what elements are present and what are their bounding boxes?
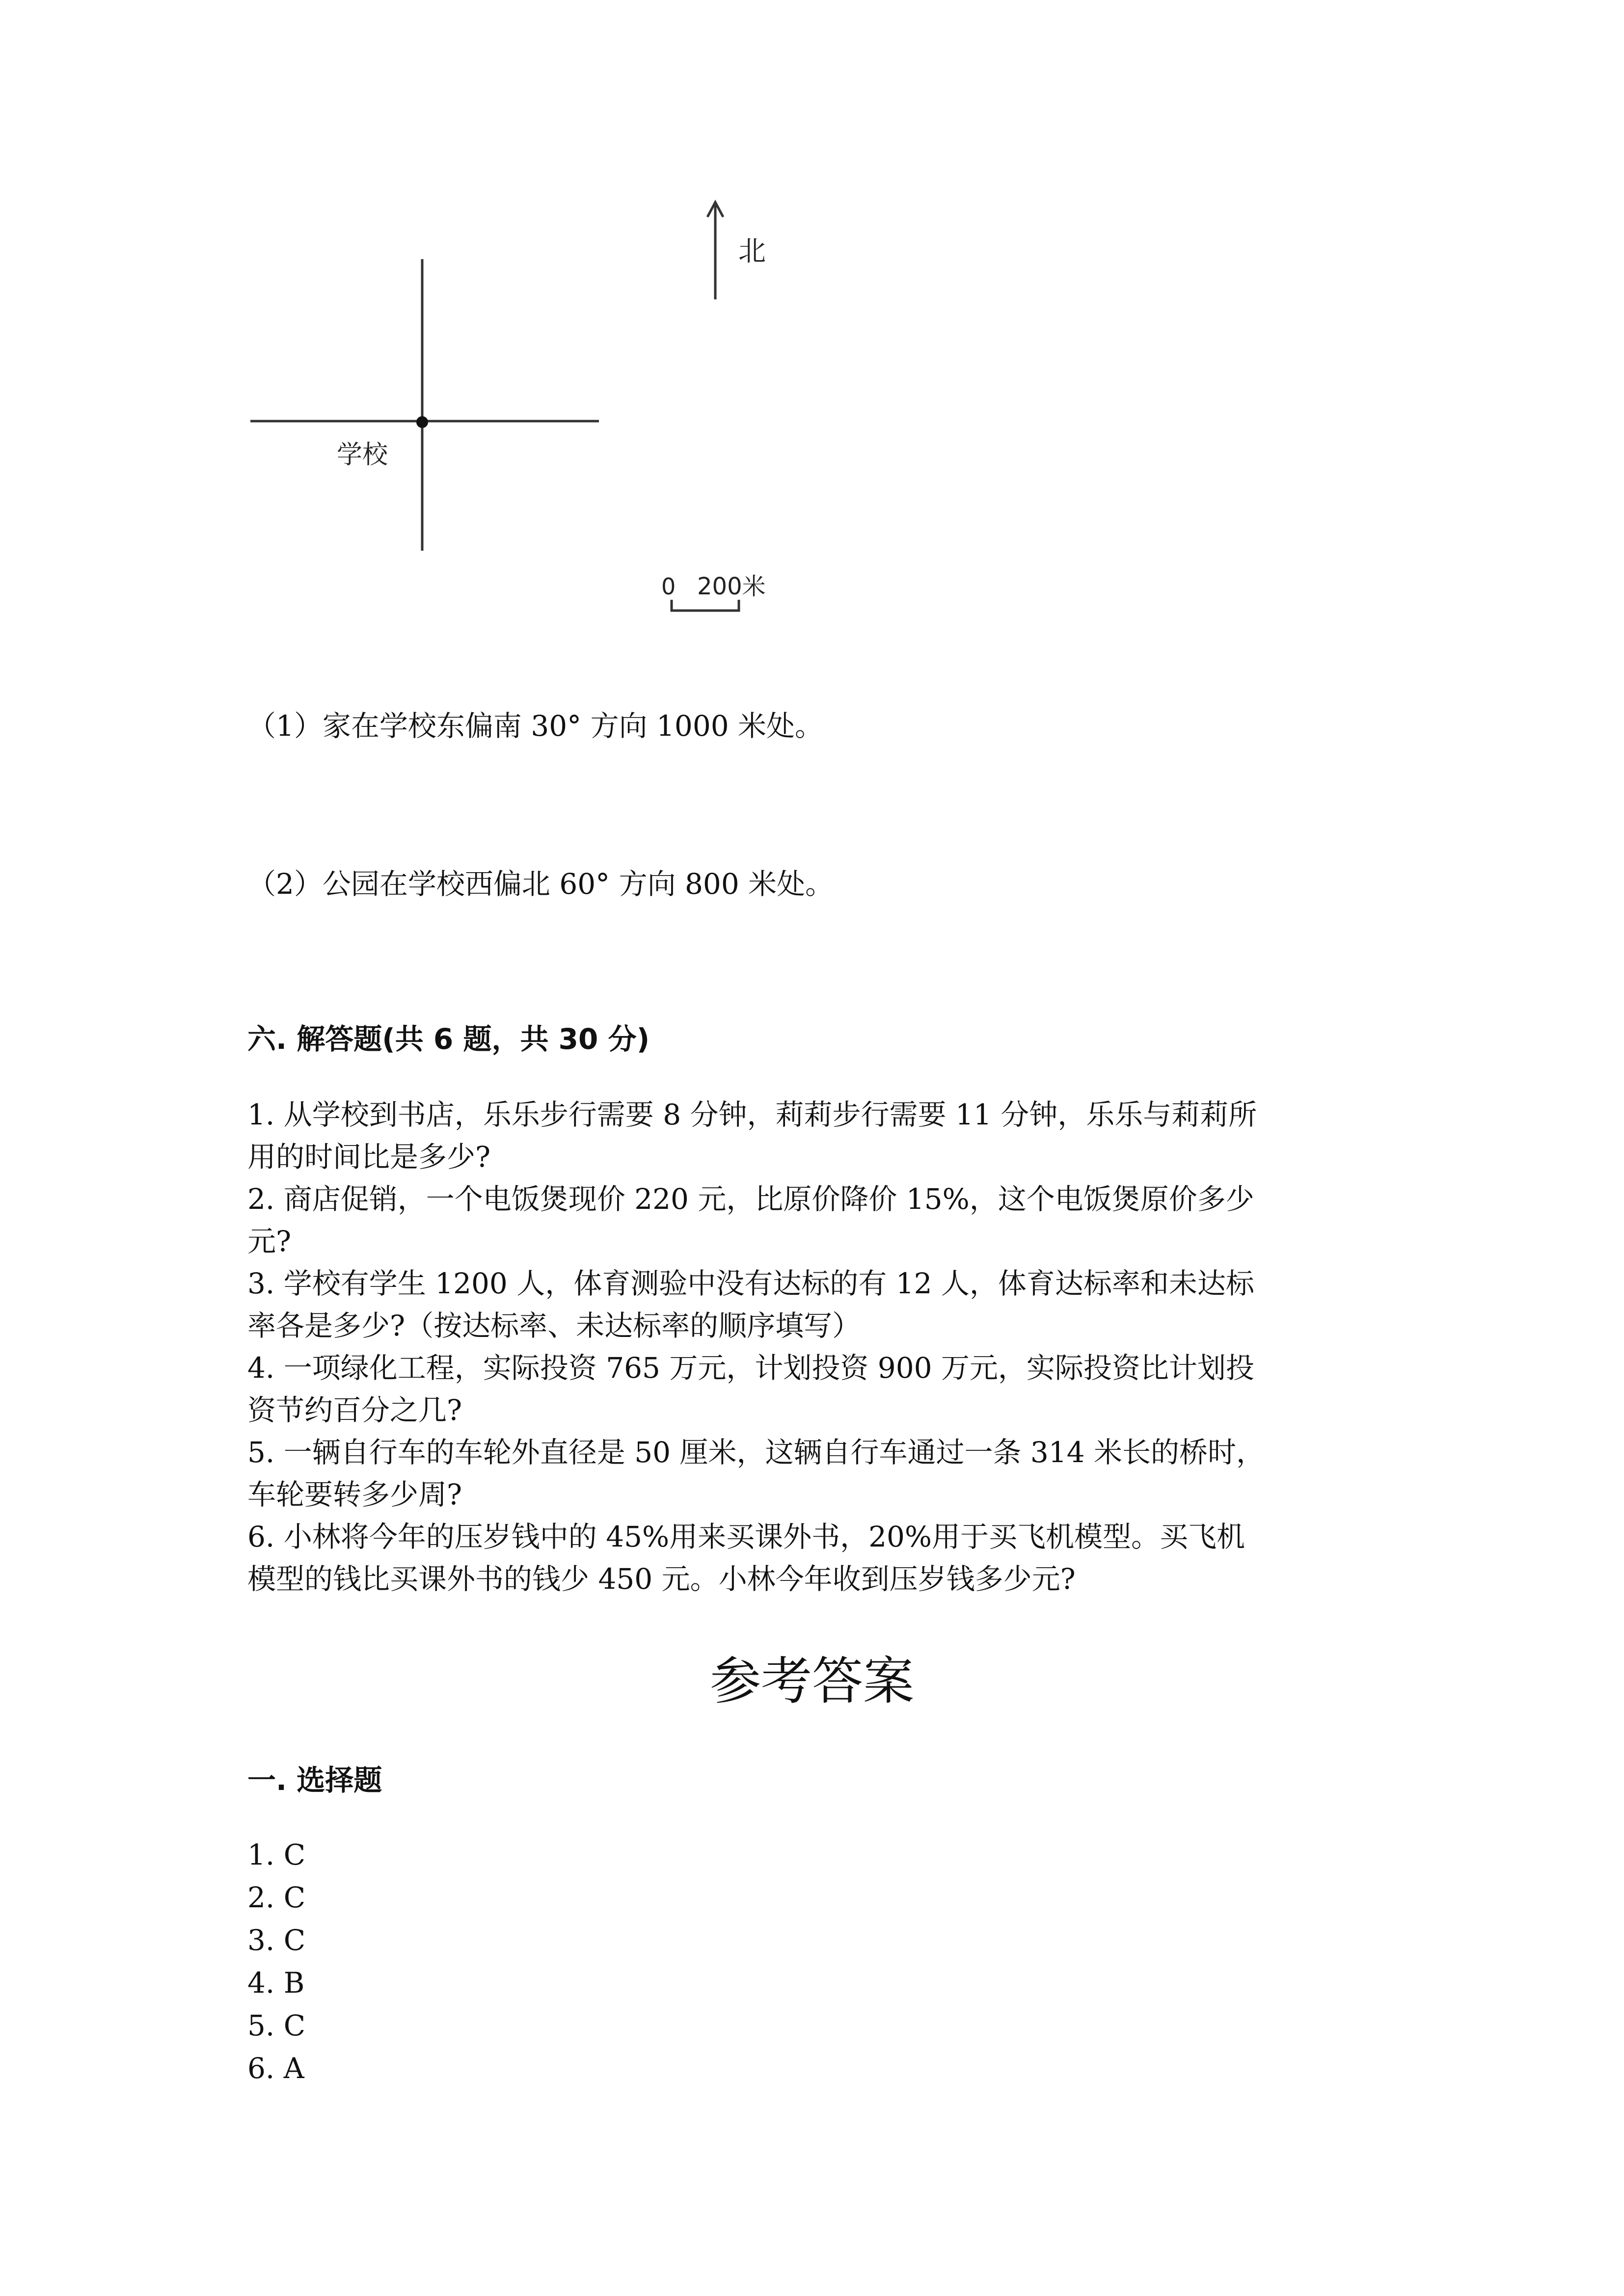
scale-zero-label: 0 <box>661 573 676 600</box>
problem-line: 2. 商店促销，一个电饭煲现价 220 元，比原价降价 15%，这个电饭煲原价多少 <box>247 1182 1254 1216</box>
scale-distance-label: 200米 <box>697 573 766 600</box>
problem-line: 1. 从学校到书店，乐乐步行需要 8 分钟，莉莉步行需要 11 分钟，乐乐与莉莉所 <box>247 1098 1257 1131</box>
north-label: 北 <box>738 236 766 267</box>
question-home-location: （1）家在学校东偏南 30° 方向 1000 米处。 <box>247 709 824 743</box>
answer-item: 4. B <box>247 1966 305 2000</box>
word-problems-list <box>247 1094 1406 1600</box>
scale-bar <box>672 600 739 611</box>
problem-line: 用的时间比是多少? <box>247 1140 491 1174</box>
problem-line: 元? <box>247 1225 292 1258</box>
answer-item: 5. C <box>247 2009 306 2042</box>
school-label: 学校 <box>337 440 388 470</box>
school-point <box>416 416 428 428</box>
answer-item: 1. C <box>247 1838 306 1871</box>
answer-list <box>247 1834 305 2090</box>
problem-line: 率各是多少?（按达标率、未达标率的顺序填写） <box>247 1309 861 1342</box>
question-park-location: （2）公园在学校西偏北 60° 方向 800 米处。 <box>247 867 834 901</box>
answer-key-title: 参考答案 <box>709 1651 914 1711</box>
problem-line: 6. 小林将今年的压岁钱中的 45%用来买课外书，20%用于买飞机模型。买飞机 <box>247 1520 1245 1553</box>
answer-item: 6. A <box>247 2052 304 2085</box>
answer-item: 3. C <box>247 1923 306 1957</box>
problem-line: 5. 一辆自行车的车轮外直径是 50 厘米，这辆自行车通过一条 314 米长的桥时， <box>247 1436 1265 1469</box>
problem-line: 车轮要转多少周? <box>247 1478 462 1511</box>
problem-line: 3. 学校有学生 1200 人，体育测验中没有达标的有 12 人，体育达标率和未达标 <box>247 1267 1254 1300</box>
problem-line: 模型的钱比买课外书的钱少 450 元。小林今年收到压岁钱多少元? <box>247 1562 1076 1596</box>
problem-line: 资节约百分之几? <box>247 1393 462 1427</box>
section-6-heading: 六. 解答题(共 6 题，共 30 分) <box>247 1022 650 1056</box>
problem-line: 4. 一项绿化工程，实际投资 765 万元，计划投资 900 万元，实际投资比计划投 <box>247 1351 1254 1385</box>
map-drawing <box>0 0 1624 638</box>
direction-map-diagram <box>0 0 1624 638</box>
section-1-heading: 一. 选择题 <box>247 1763 382 1797</box>
answer-item: 2. C <box>247 1881 306 1914</box>
